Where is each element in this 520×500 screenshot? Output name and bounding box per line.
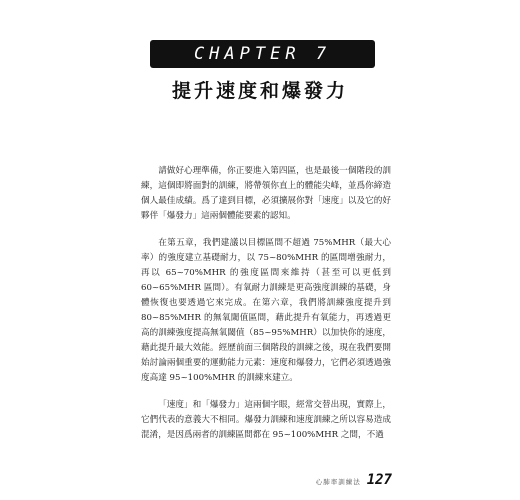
page-footer	[316, 472, 392, 488]
paragraph-3: 「速度」和「爆發力」這兩個字眼，經常交替出現，實際上，它們代表的意義大不相同。爆發力訓練和速度訓練之所以容易造成混淆，是因爲兩者的訓練區間都在 95~100%MHR 之間，不過	[141, 400, 391, 440]
chapter-label: CHAPTER 7	[193, 44, 332, 64]
body-text	[141, 164, 391, 455]
page-number: 127	[366, 472, 392, 488]
running-head: 心肺率訓練法	[315, 478, 361, 486]
paragraph-1: 請做好心理準備，你正要進入第四區，也是最後一個階段的訓練，這個即將面對的訓練，將帶領你直上的體能尖峰，並爲你締造個人最佳成績。爲了達到目標，必須擴展你對「速度」以及它的好夥伴「爆發力」這兩個體能要素的認知。	[141, 166, 391, 221]
chapter-title: 提升速度和爆發力	[171, 80, 348, 102]
chapter-banner	[150, 40, 375, 68]
paragraph-2: 在第五章，我們建議以目標區間不超過 75%MHR（最大心率）的強度建立基礎耐力，以 75~80%MHR 的區間增強耐力，再以 65~70%MHR 的強度區間來維持（甚至可以更低到 60~65%MHR 區間）。有氧耐力訓練是更高強度訓練的基礎，身體恢復也要透過它來完成。在第六章，我們將訓練強度提升到 80~85%MHR 的無氧閾值區間，藉此提升有氧能力，再透過更高的訓練強度提高無氧閾值（85~95%MHR）以加快你的速度，藉此提升最大效能。經歷前面三個階段的訓練之後，現在我們要開始討論兩個重要的運動能力元素：速度和爆發力，它們必須透過強度高達 95~100%MHR 的訓練來建立。	[141, 238, 391, 383]
